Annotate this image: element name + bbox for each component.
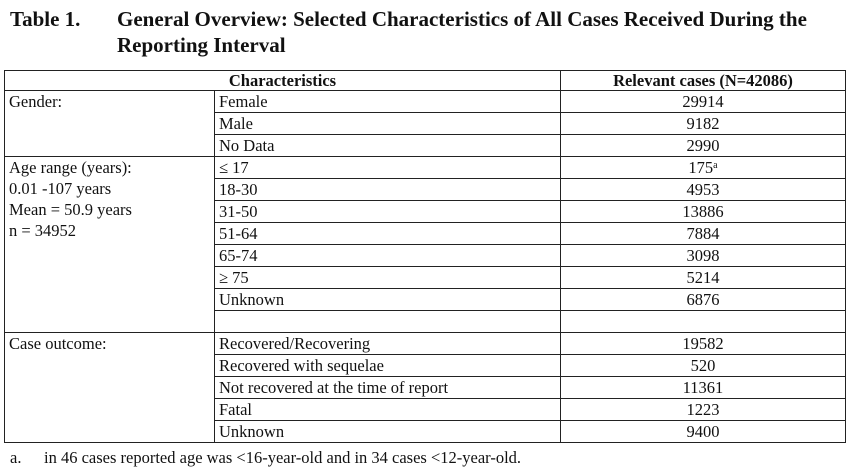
value-cell <box>561 157 846 179</box>
value-cell: 520 <box>561 355 846 377</box>
category-cell: Recovered/Recovering <box>215 333 561 355</box>
table-row <box>5 157 846 179</box>
case-outcome-label: Case outcome: <box>5 333 215 443</box>
table-title: General Overview: Selected Characteristics of All Cases Received During the Reporting Interval <box>117 7 807 57</box>
category-cell: Fatal <box>215 399 561 421</box>
category-cell: No Data <box>215 135 561 157</box>
value-cell: 9400 <box>561 421 846 443</box>
table-row <box>5 333 846 355</box>
age-label <box>5 157 215 333</box>
category-cell: 51-64 <box>215 223 561 245</box>
category-cell: 18-30 <box>215 179 561 201</box>
value-cell: 13886 <box>561 201 846 223</box>
age-label-line: Age range (years): <box>9 158 132 177</box>
footnote-mark: a. <box>10 448 22 467</box>
footnote-marker: a <box>713 160 718 171</box>
category-cell: Not recovered at the time of report <box>215 377 561 399</box>
value-cell: 11361 <box>561 377 846 399</box>
category-cell: Male <box>215 113 561 135</box>
footnote-text: in 46 cases reported age was <16-year-old and in 34 cases <12-year-old. <box>44 448 522 467</box>
category-cell: Unknown <box>215 421 561 443</box>
value-cell: 3098 <box>561 245 846 267</box>
age-label-line: n = 34952 <box>9 221 77 240</box>
value-cell: 2990 <box>561 135 846 157</box>
characteristics-header: Characteristics <box>5 71 561 91</box>
value-cell: 4953 <box>561 179 846 201</box>
value-text: 175 <box>688 158 714 177</box>
value-cell: 29914 <box>561 91 846 113</box>
age-label-line: 0.01 -107 years <box>9 179 112 198</box>
table-caption <box>10 6 840 58</box>
age-label-line: Mean = 50.9 years <box>9 200 132 219</box>
category-cell: Recovered with sequelae <box>215 355 561 377</box>
gender-label: Gender: <box>5 91 215 157</box>
category-cell: Female <box>215 91 561 113</box>
header-row <box>5 71 846 91</box>
category-cell: 65-74 <box>215 245 561 267</box>
table-row <box>5 91 846 113</box>
category-cell: ≥ 75 <box>215 267 561 289</box>
value-cell: 9182 <box>561 113 846 135</box>
value-cell: 7884 <box>561 223 846 245</box>
characteristics-table <box>4 70 846 443</box>
category-cell: 31-50 <box>215 201 561 223</box>
value-cell: 19582 <box>561 333 846 355</box>
table-footnote <box>10 448 521 468</box>
relevant-cases-header: Relevant cases (N=42086) <box>561 71 846 91</box>
value-cell: 1223 <box>561 399 846 421</box>
category-cell: ≤ 17 <box>215 157 561 179</box>
category-cell: Unknown <box>215 289 561 311</box>
value-cell: 6876 <box>561 289 846 311</box>
table-number: Table 1. <box>10 7 81 31</box>
empty-cell <box>561 311 846 333</box>
value-cell: 5214 <box>561 267 846 289</box>
empty-cell <box>215 311 561 333</box>
